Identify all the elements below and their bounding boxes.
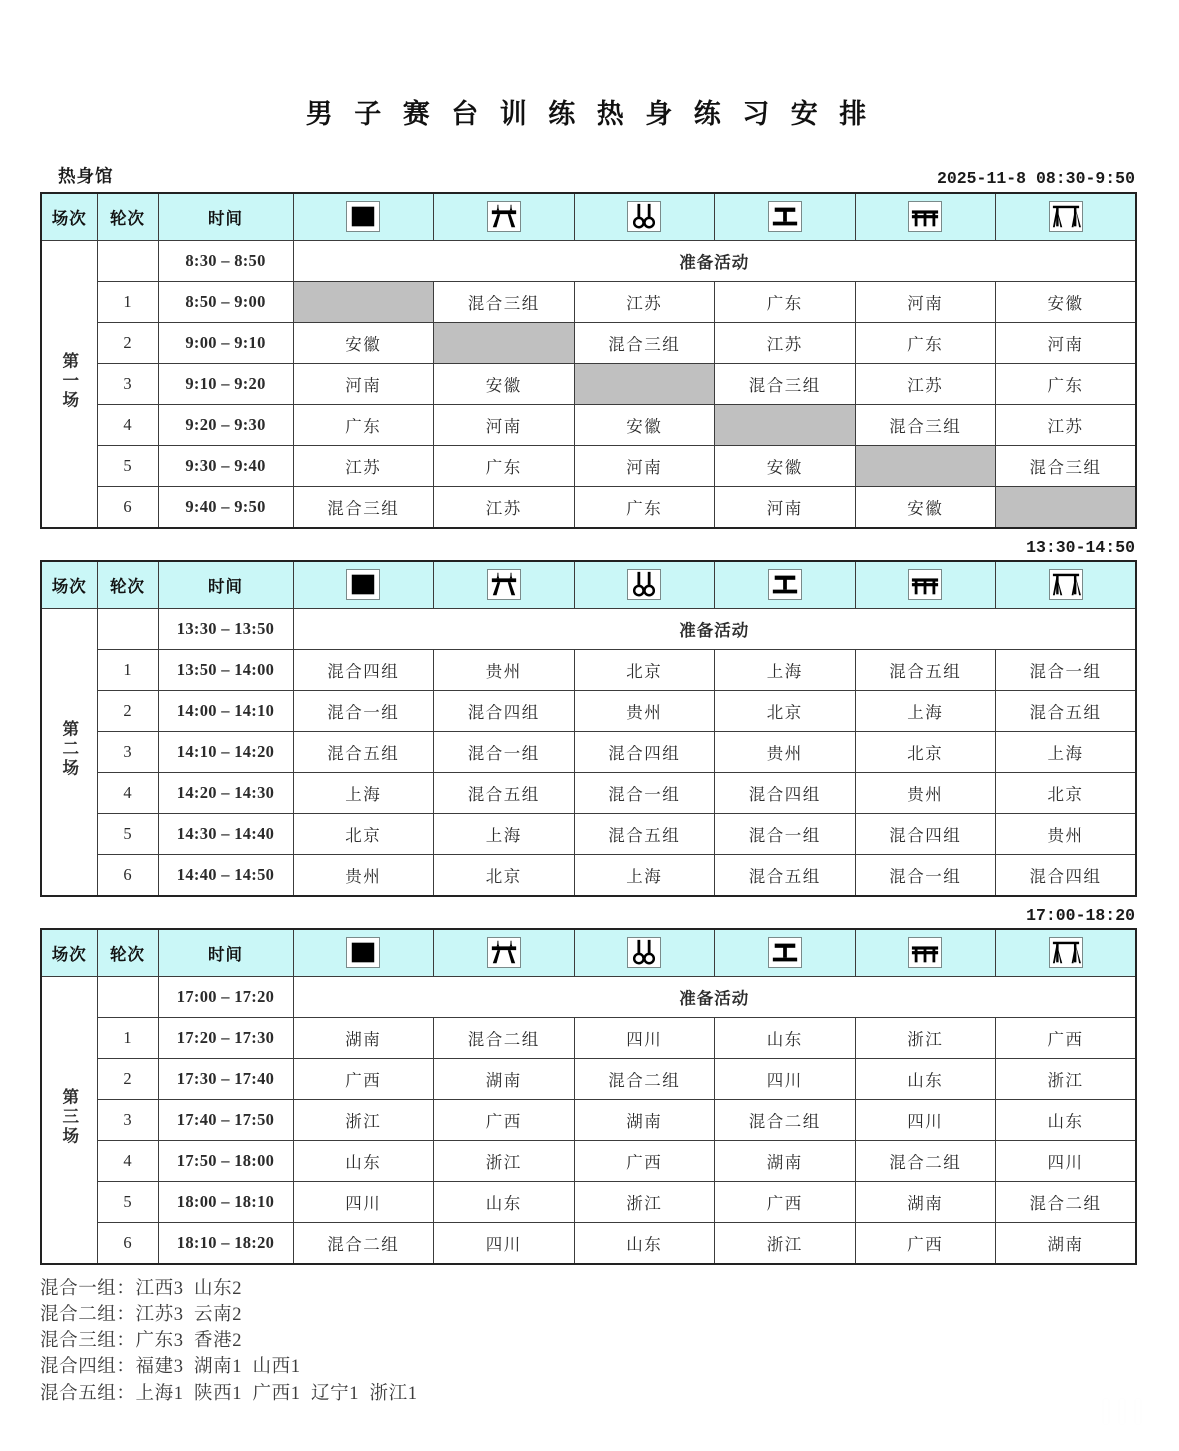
team-assignment-cell: 广西 [715, 1181, 856, 1222]
horizontal-bar-icon [1049, 201, 1083, 232]
team-assignment-cell: 混合五组 [293, 731, 434, 772]
team-assignment-cell: 北京 [996, 772, 1137, 813]
team-assignment-cell: 北京 [715, 690, 856, 731]
pommel-horse-icon [487, 569, 521, 600]
column-header-apparatus-pommel-horse [434, 929, 575, 977]
team-assignment-cell: 混合五组 [574, 813, 715, 854]
floor-exercise-icon [346, 569, 380, 600]
team-assignment-cell: 浙江 [434, 1140, 575, 1181]
legend-line: 混合二组：江苏3 云南2 [40, 1304, 243, 1325]
warmup-round-cell [97, 608, 158, 649]
team-assignment-cell: 浙江 [855, 1017, 996, 1058]
legend-line: 混合四组：福建3 湖南1 山西1 [40, 1357, 301, 1378]
time-range-cell: 8:50 – 9:00 [158, 281, 293, 322]
team-assignment-cell: 北京 [574, 649, 715, 690]
column-header-session: 场次 [41, 561, 97, 609]
team-assignment-cell: 江苏 [855, 363, 996, 404]
team-assignment-cell: 混合一组 [996, 649, 1137, 690]
team-assignment-cell: 四川 [715, 1058, 856, 1099]
session-schedule-table [40, 560, 1137, 897]
pommel-horse-icon [487, 937, 521, 968]
team-assignment-cell: 混合四组 [574, 731, 715, 772]
team-assignment-cell: 上海 [996, 731, 1137, 772]
watermark: III [1100, 1391, 1149, 1432]
table-row [41, 1099, 1136, 1140]
team-assignment-cell: 混合一组 [574, 772, 715, 813]
rest-cell [855, 445, 996, 486]
team-assignment-cell: 河南 [855, 281, 996, 322]
time-range-cell: 9:40 – 9:50 [158, 486, 293, 528]
team-assignment-cell: 贵州 [434, 649, 575, 690]
venue-label: 热身馆 [58, 165, 114, 186]
team-assignment-cell: 混合四组 [715, 772, 856, 813]
team-assignment-cell: 湖南 [293, 1017, 434, 1058]
table-row [41, 1181, 1136, 1222]
team-assignment-cell: 安徽 [715, 445, 856, 486]
team-assignment-cell: 北京 [293, 813, 434, 854]
table-row [41, 404, 1136, 445]
team-assignment-cell: 湖南 [434, 1058, 575, 1099]
table-row [41, 690, 1136, 731]
time-range-cell: 9:10 – 9:20 [158, 363, 293, 404]
column-header-round: 轮次 [97, 929, 158, 977]
floor-exercise-icon [346, 937, 380, 968]
table-row [41, 731, 1136, 772]
column-header-apparatus-floor-exercise [293, 561, 434, 609]
table-row [41, 1140, 1136, 1181]
team-assignment-cell: 混合五组 [715, 854, 856, 896]
column-header-apparatus-horizontal-bar [996, 929, 1137, 977]
time-range-cell: 14:00 – 14:10 [158, 690, 293, 731]
table-row [41, 772, 1136, 813]
team-assignment-cell: 河南 [715, 486, 856, 528]
warmup-activity-cell: 准备活动 [293, 240, 1136, 281]
time-range-cell: 17:30 – 17:40 [158, 1058, 293, 1099]
column-header-time: 时间 [158, 929, 293, 977]
team-assignment-cell: 江苏 [434, 486, 575, 528]
session-schedule-table [40, 192, 1137, 529]
team-assignment-cell: 贵州 [855, 772, 996, 813]
team-assignment-cell: 广西 [996, 1017, 1137, 1058]
team-assignment-cell: 混合三组 [996, 445, 1137, 486]
rest-cell [293, 281, 434, 322]
team-assignment-cell: 四川 [434, 1222, 575, 1264]
team-assignment-cell: 安徽 [855, 486, 996, 528]
team-assignment-cell: 混合一组 [434, 731, 575, 772]
team-assignment-cell: 四川 [574, 1017, 715, 1058]
time-range-cell: 17:20 – 17:30 [158, 1017, 293, 1058]
team-assignment-cell: 山东 [293, 1140, 434, 1181]
team-assignment-cell: 混合二组 [855, 1140, 996, 1181]
session-table-wrapper [40, 192, 1135, 529]
team-assignment-cell: 安徽 [293, 322, 434, 363]
table-row [41, 813, 1136, 854]
column-header-apparatus-parallel-bars [855, 561, 996, 609]
round-number-cell: 6 [97, 854, 158, 896]
team-assignment-cell: 混合二组 [715, 1099, 856, 1140]
time-range-cell: 17:50 – 18:00 [158, 1140, 293, 1181]
team-assignment-cell: 上海 [855, 690, 996, 731]
team-assignment-cell: 混合四组 [293, 649, 434, 690]
team-assignment-cell: 混合一组 [715, 813, 856, 854]
team-assignment-cell: 广东 [715, 281, 856, 322]
parallel-bars-icon [908, 201, 942, 232]
team-assignment-cell: 广西 [293, 1058, 434, 1099]
column-header-apparatus-floor-exercise [293, 193, 434, 241]
team-assignment-cell: 浙江 [996, 1058, 1137, 1099]
team-assignment-cell: 广东 [293, 404, 434, 445]
table-row [41, 854, 1136, 896]
round-number-cell: 2 [97, 322, 158, 363]
page-title: 男 子 赛 台 训 练 热 身 练 习 安 排 [305, 99, 874, 129]
time-range-cell: 14:10 – 14:20 [158, 731, 293, 772]
team-assignment-cell: 江苏 [574, 281, 715, 322]
column-header-apparatus-floor-exercise [293, 929, 434, 977]
legend-line: 混合三组：广东3 香港2 [40, 1331, 243, 1352]
team-assignment-cell: 北京 [434, 854, 575, 896]
team-assignment-cell: 山东 [434, 1181, 575, 1222]
team-assignment-cell: 浙江 [715, 1222, 856, 1264]
round-number-cell: 6 [97, 486, 158, 528]
rest-cell [574, 363, 715, 404]
team-assignment-cell: 上海 [293, 772, 434, 813]
table-row [41, 1017, 1136, 1058]
team-assignment-cell: 湖南 [574, 1099, 715, 1140]
team-assignment-cell: 浙江 [574, 1181, 715, 1222]
team-assignment-cell: 四川 [855, 1099, 996, 1140]
warmup-round-cell [97, 240, 158, 281]
team-assignment-cell: 河南 [434, 404, 575, 445]
team-assignment-cell: 混合四组 [434, 690, 575, 731]
vault-icon [768, 201, 802, 232]
floor-exercise-icon [346, 201, 380, 232]
team-assignment-cell: 上海 [434, 813, 575, 854]
round-number-cell: 5 [97, 445, 158, 486]
team-assignment-cell: 湖南 [996, 1222, 1137, 1264]
time-range-cell: 14:20 – 14:30 [158, 772, 293, 813]
table-row [41, 486, 1136, 528]
column-header-apparatus-pommel-horse [434, 193, 575, 241]
column-header-apparatus-rings [574, 929, 715, 977]
team-assignment-cell: 混合三组 [293, 486, 434, 528]
team-assignment-cell: 四川 [996, 1140, 1137, 1181]
round-number-cell: 4 [97, 404, 158, 445]
session-label-cell [41, 608, 97, 896]
rings-icon [627, 937, 661, 968]
team-assignment-cell: 安徽 [574, 404, 715, 445]
schedule-tables [0, 192, 1179, 1265]
warmup-row [41, 608, 1136, 649]
vault-icon [768, 569, 802, 600]
table-header-row [41, 929, 1136, 977]
team-assignment-cell: 浙江 [293, 1099, 434, 1140]
team-assignment-cell: 湖南 [855, 1181, 996, 1222]
team-assignment-cell: 广西 [855, 1222, 996, 1264]
column-header-apparatus-horizontal-bar [996, 561, 1137, 609]
team-assignment-cell: 贵州 [715, 731, 856, 772]
round-number-cell: 3 [97, 1099, 158, 1140]
legend-line: 混合五组：上海1 陕西1 广西1 辽宁1 浙江1 [40, 1383, 418, 1404]
team-assignment-cell: 广西 [434, 1099, 575, 1140]
column-header-apparatus-vault [715, 929, 856, 977]
team-assignment-cell: 河南 [293, 363, 434, 404]
table-row [41, 322, 1136, 363]
team-assignment-cell: 江苏 [293, 445, 434, 486]
column-header-session: 场次 [41, 929, 97, 977]
rest-cell [715, 404, 856, 445]
table-header-row [41, 561, 1136, 609]
rest-cell [434, 322, 575, 363]
column-header-apparatus-rings [574, 561, 715, 609]
horizontal-bar-icon [1049, 937, 1083, 968]
team-assignment-cell: 混合三组 [855, 404, 996, 445]
column-header-apparatus-vault [715, 561, 856, 609]
warmup-time-cell: 17:00 – 17:20 [158, 976, 293, 1017]
warmup-time-cell: 8:30 – 8:50 [158, 240, 293, 281]
team-assignment-cell: 贵州 [293, 854, 434, 896]
session-label: 第一场 [59, 351, 79, 411]
team-assignment-cell: 广东 [855, 322, 996, 363]
team-assignment-cell: 山东 [715, 1017, 856, 1058]
table-spacer [0, 529, 1179, 538]
table-row [41, 1058, 1136, 1099]
team-assignment-cell: 江苏 [715, 322, 856, 363]
session-table-wrapper [40, 560, 1135, 897]
rings-icon [627, 201, 661, 232]
column-header-time: 时间 [158, 193, 293, 241]
document-meta [58, 163, 1135, 188]
time-range-cell: 13:50 – 14:00 [158, 649, 293, 690]
session-label-cell [41, 976, 97, 1264]
column-header-round: 轮次 [97, 193, 158, 241]
team-assignment-cell: 山东 [855, 1058, 996, 1099]
session-table-wrapper [40, 928, 1135, 1265]
team-assignment-cell: 山东 [996, 1099, 1137, 1140]
horizontal-bar-icon [1049, 569, 1083, 600]
team-assignment-cell: 河南 [574, 445, 715, 486]
team-assignment-cell: 江苏 [996, 404, 1137, 445]
column-header-round: 轮次 [97, 561, 158, 609]
table-row [41, 363, 1136, 404]
team-assignment-cell: 广东 [574, 486, 715, 528]
column-header-time: 时间 [158, 561, 293, 609]
team-assignment-cell: 河南 [996, 322, 1137, 363]
session-label: 第三场 [59, 1087, 79, 1147]
team-assignment-cell: 上海 [715, 649, 856, 690]
time-range-cell: 9:00 – 9:10 [158, 322, 293, 363]
table-row [41, 649, 1136, 690]
warmup-row [41, 240, 1136, 281]
time-range-cell: 18:10 – 18:20 [158, 1222, 293, 1264]
team-assignment-cell: 贵州 [996, 813, 1137, 854]
session-schedule-table [40, 928, 1137, 1265]
session-label: 第二场 [59, 719, 79, 779]
pommel-horse-icon [487, 201, 521, 232]
round-number-cell: 5 [97, 1181, 158, 1222]
team-assignment-cell: 上海 [574, 854, 715, 896]
team-assignment-cell: 贵州 [574, 690, 715, 731]
table-row [41, 281, 1136, 322]
column-header-apparatus-parallel-bars [855, 193, 996, 241]
rest-cell [996, 486, 1137, 528]
table-row [41, 1222, 1136, 1264]
round-number-cell: 2 [97, 1058, 158, 1099]
team-assignment-cell: 安徽 [996, 281, 1137, 322]
team-assignment-cell: 混合一组 [855, 854, 996, 896]
team-assignment-cell: 混合五组 [996, 690, 1137, 731]
round-number-cell: 1 [97, 649, 158, 690]
round-number-cell: 1 [97, 1017, 158, 1058]
legend-line: 混合一组：江西3 山东2 [40, 1278, 243, 1299]
mixed-group-legend [40, 1276, 1179, 1407]
round-number-cell: 3 [97, 731, 158, 772]
warmup-activity-cell: 准备活动 [293, 976, 1136, 1017]
column-header-apparatus-rings [574, 193, 715, 241]
column-header-apparatus-parallel-bars [855, 929, 996, 977]
column-header-apparatus-pommel-horse [434, 561, 575, 609]
round-number-cell: 2 [97, 690, 158, 731]
team-assignment-cell: 四川 [293, 1181, 434, 1222]
round-number-cell: 3 [97, 363, 158, 404]
time-range-cell: 9:20 – 9:30 [158, 404, 293, 445]
team-assignment-cell: 广西 [574, 1140, 715, 1181]
warmup-time-cell: 13:30 – 13:50 [158, 608, 293, 649]
time-range-cell: 14:40 – 14:50 [158, 854, 293, 896]
session-time-label: 17:00-18:20 [1026, 905, 1135, 925]
team-assignment-cell: 安徽 [434, 363, 575, 404]
round-number-cell: 1 [97, 281, 158, 322]
team-assignment-cell: 混合三组 [715, 363, 856, 404]
parallel-bars-icon [908, 937, 942, 968]
session-time-label: 13:30-14:50 [1026, 537, 1135, 557]
team-assignment-cell: 山东 [574, 1222, 715, 1264]
time-range-cell: 17:40 – 17:50 [158, 1099, 293, 1140]
date-time-label: 2025-11-8 08:30-9:50 [936, 168, 1135, 188]
team-assignment-cell: 混合五组 [434, 772, 575, 813]
team-assignment-cell: 混合四组 [855, 813, 996, 854]
warmup-activity-cell: 准备活动 [293, 608, 1136, 649]
team-assignment-cell: 混合五组 [855, 649, 996, 690]
team-assignment-cell: 混合三组 [574, 322, 715, 363]
table-spacer [0, 897, 1179, 906]
table-header-row [41, 193, 1136, 241]
round-number-cell: 5 [97, 813, 158, 854]
warmup-row [41, 976, 1136, 1017]
round-number-cell: 4 [97, 772, 158, 813]
column-header-apparatus-vault [715, 193, 856, 241]
team-assignment-cell: 混合四组 [996, 854, 1137, 896]
rings-icon [627, 569, 661, 600]
table-row [41, 445, 1136, 486]
team-assignment-cell: 混合二组 [996, 1181, 1137, 1222]
round-number-cell: 4 [97, 1140, 158, 1181]
team-assignment-cell: 混合二组 [434, 1017, 575, 1058]
team-assignment-cell: 广东 [996, 363, 1137, 404]
time-range-cell: 9:30 – 9:40 [158, 445, 293, 486]
round-number-cell: 6 [97, 1222, 158, 1264]
session-label-cell [41, 240, 97, 528]
team-assignment-cell: 混合二组 [293, 1222, 434, 1264]
column-header-session: 场次 [41, 193, 97, 241]
vault-icon [768, 937, 802, 968]
column-header-apparatus-horizontal-bar [996, 193, 1137, 241]
parallel-bars-icon [908, 569, 942, 600]
warmup-round-cell [97, 976, 158, 1017]
time-range-cell: 18:00 – 18:10 [158, 1181, 293, 1222]
team-assignment-cell: 混合二组 [574, 1058, 715, 1099]
team-assignment-cell: 湖南 [715, 1140, 856, 1181]
team-assignment-cell: 广东 [434, 445, 575, 486]
team-assignment-cell: 北京 [855, 731, 996, 772]
time-range-cell: 14:30 – 14:40 [158, 813, 293, 854]
team-assignment-cell: 混合一组 [293, 690, 434, 731]
team-assignment-cell: 混合三组 [434, 281, 575, 322]
